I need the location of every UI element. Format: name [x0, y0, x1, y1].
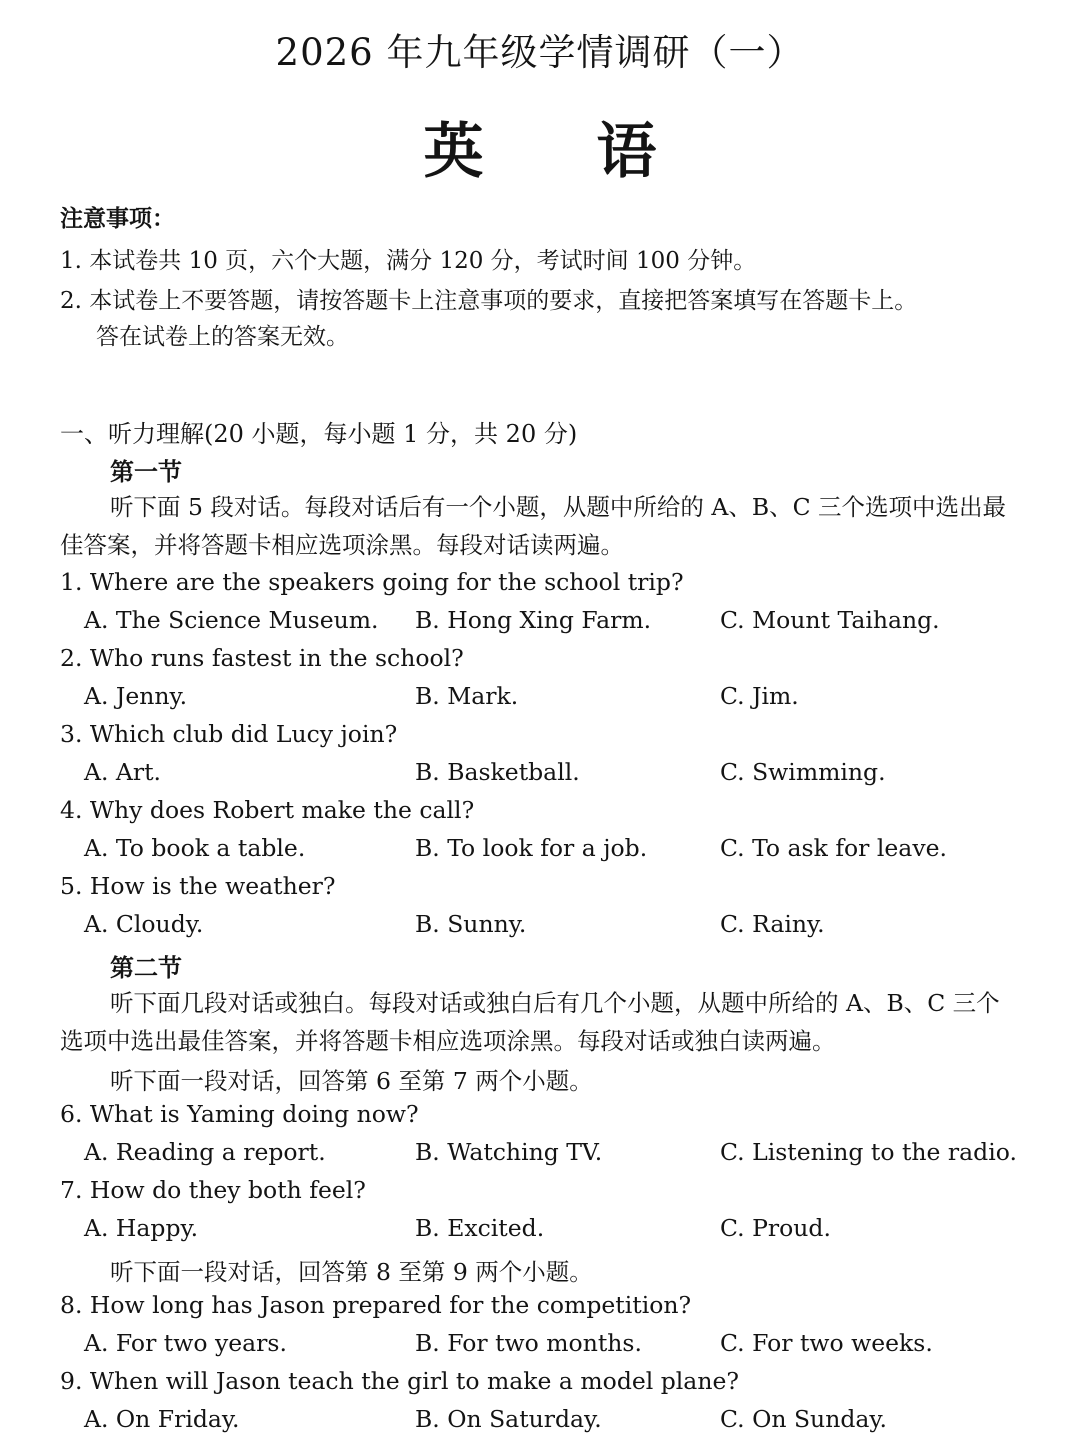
note-item-2: 2. 本试卷上不要答题，请按答题卡上注意事项的要求，直接把答案填写在答题卡上。: [60, 288, 918, 314]
question-9: 9. When will Jason teach the girl to make a model plane?: [60, 1367, 739, 1395]
option-4b: B. To look for a job.: [415, 834, 648, 862]
option-3c: C. Swimming.: [720, 758, 886, 786]
option-5a: A. Cloudy.: [84, 910, 204, 938]
option-3a: A. Art.: [84, 758, 162, 786]
question-7: 7. How do they both feel?: [60, 1176, 366, 1204]
option-6c: C. Listening to the radio.: [720, 1138, 1017, 1166]
option-6a: A. Reading a report.: [84, 1138, 326, 1166]
option-5b: B. Sunny.: [415, 910, 527, 938]
option-9c: C. On Sunday.: [720, 1405, 888, 1433]
option-1b: B. Hong Xing Farm.: [415, 606, 652, 634]
option-2a: A. Jenny.: [84, 682, 188, 710]
question-6: 6. What is Yaming doing now?: [60, 1100, 419, 1128]
question-2: 2. Who runs fastest in the school?: [60, 644, 464, 672]
option-8c: C. For two weeks.: [720, 1329, 933, 1357]
dialog-intro-6-7: 听下面一段对话，回答第 6 至第 7 两个小题。: [110, 1067, 593, 1095]
part2-heading: 第二节: [110, 953, 182, 982]
question-3: 3. Which club did Lucy join?: [60, 720, 398, 748]
note-item-2-continued: 答在试卷上的答案无效。: [96, 324, 349, 350]
option-7b: B. Excited.: [415, 1214, 545, 1242]
option-1c: C. Mount Taihang.: [720, 606, 940, 634]
question-5: 5. How is the weather?: [60, 872, 336, 900]
part1-heading: 第一节: [110, 457, 182, 486]
part2-instructions: 听下面几段对话或独白。每段对话或独白后有几个小题，从题中所给的 A、B、C 三个选项中选出最佳答案，并将答题卡相应选项涂黑。每段对话或独白读两遍。: [60, 989, 1000, 1055]
section-heading: 一、听力理解(20 小题，每小题 1 分，共 20 分): [60, 420, 578, 448]
option-7a: A. Happy.: [84, 1214, 199, 1242]
note-item-1: 1. 本试卷共 10 页，六个大题，满分 120 分，考试时间 100 分钟。: [60, 248, 757, 274]
option-2b: B. Mark.: [415, 682, 519, 710]
option-4c: C. To ask for leave.: [720, 834, 947, 862]
subject-title: 英 语: [423, 117, 703, 187]
dialog-intro-8-9: 听下面一段对话，回答第 8 至第 9 两个小题。: [110, 1258, 593, 1286]
part1-instructions: 听下面 5 段对话。每段对话后有一个小题，从题中所给的 A、B、C 三个选项中选出最佳答案，并将答题卡相应选项涂黑。每段对话读两遍。: [60, 493, 1007, 559]
option-5c: C. Rainy.: [720, 910, 825, 938]
option-7c: C. Proud.: [720, 1214, 831, 1242]
question-4: 4. Why does Robert make the call?: [60, 796, 475, 824]
option-3b: B. Basketball.: [415, 758, 580, 786]
option-2c: C. Jim.: [720, 682, 799, 710]
option-8b: B. For two months.: [415, 1329, 642, 1357]
option-6b: B. Watching TV.: [415, 1138, 603, 1166]
question-8: 8. How long has Jason prepared for the competition?: [60, 1291, 692, 1319]
option-8a: A. For two years.: [84, 1329, 287, 1357]
option-9a: A. On Friday.: [84, 1405, 240, 1433]
option-4a: A. To book a table.: [84, 834, 306, 862]
exam-title: 2026 年九年级学情调研（一）: [275, 31, 805, 74]
option-9b: B. On Saturday.: [415, 1405, 602, 1433]
option-1a: A. The Science Museum.: [84, 606, 379, 634]
notes-heading: 注意事项：: [60, 205, 175, 232]
question-1: 1. Where are the speakers going for the school trip?: [60, 568, 684, 596]
